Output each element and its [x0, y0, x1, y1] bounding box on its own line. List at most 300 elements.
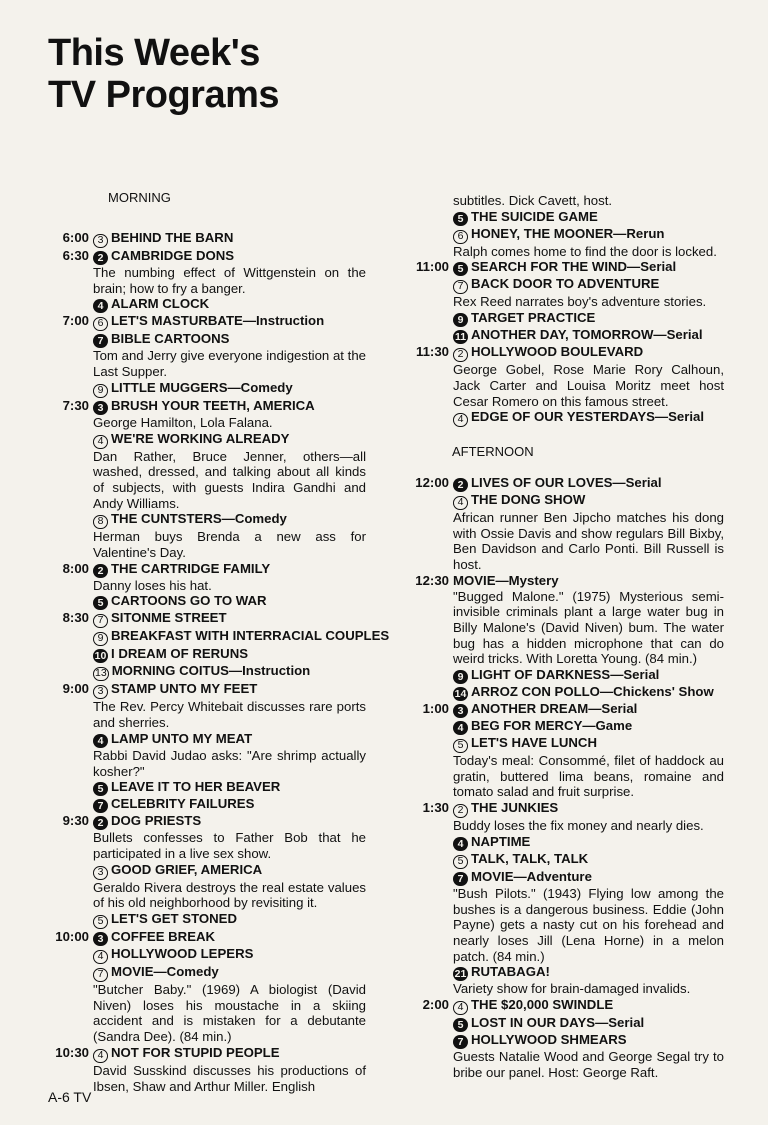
listing-body — [449, 276, 724, 310]
program-title: LOST IN OUR DAYS—Serial — [471, 1015, 645, 1031]
listing-time — [48, 431, 89, 512]
program-title: ANOTHER DAY, TOMORROW—Serial — [471, 327, 703, 343]
program-line — [93, 593, 366, 610]
channel-badge: 9 — [93, 384, 108, 398]
channel-badge: 3 — [93, 401, 108, 415]
listing-body — [89, 1045, 366, 1094]
listing-body — [449, 800, 724, 834]
program-line — [93, 248, 366, 265]
listing-body — [89, 628, 389, 646]
listing-body — [449, 701, 724, 718]
channel-badge: 5 — [453, 1018, 468, 1032]
program-description: George Gobel, Rose Marie Rory Calhoun, Jack Carter and Louisa Moritz meet host Cesar Romero on this famous street. — [453, 362, 724, 409]
listing-body — [449, 492, 724, 573]
channel-badge: 8 — [93, 515, 108, 529]
listing-body — [89, 230, 366, 248]
listing-entry — [408, 667, 724, 684]
listing-time — [408, 492, 449, 573]
listing-time — [48, 964, 89, 1045]
listing-body — [449, 718, 724, 735]
title-line-2: TV Programs — [48, 74, 280, 116]
program-title: MOVIE—Mystery — [453, 572, 559, 588]
channel-badge: 21 — [454, 968, 467, 981]
listing-time — [408, 1032, 449, 1080]
channel-badge: 7 — [93, 334, 108, 348]
listing-entry — [48, 779, 366, 796]
program-description: Today's meal: Consommé, filet of haddock au gratin, buttered lima beans, romaine and tomato salad and fruit surprise. — [453, 753, 724, 800]
channel-badge: 2 — [453, 478, 468, 492]
title-line-1: This Week's — [48, 32, 260, 74]
program-line — [453, 834, 724, 851]
listing-entry — [48, 593, 366, 610]
program-line — [93, 731, 366, 748]
program-title: LET'S MASTURBATE—Instruction — [111, 313, 325, 329]
channel-badge: 14 — [454, 688, 467, 701]
program-title: ALARM CLOCK — [111, 296, 210, 312]
program-description: "Butcher Baby." (1969) A biologist (David Niven) loses his moustache in a skiing accident and is mistaken for a debutante (Sandra Dee). (84 min.) — [93, 982, 366, 1045]
program-line — [453, 718, 724, 735]
channel-badge: 6 — [453, 230, 468, 244]
listing-entry — [408, 800, 724, 834]
program-title: CAMBRIDGE DONS — [111, 248, 235, 263]
listing-time — [48, 511, 89, 560]
listing-entry — [48, 646, 366, 663]
listing-entry — [408, 1015, 724, 1032]
program-description: Bullets confesses to Father Bob that he participated in a live sex show. — [93, 830, 366, 861]
listing-time — [48, 862, 89, 911]
program-title: LIGHT OF DARKNESS—Serial — [471, 667, 660, 683]
channel-badge: 4 — [93, 950, 108, 964]
program-line — [93, 511, 366, 529]
listing-time — [408, 718, 449, 735]
listing-time — [48, 646, 89, 663]
listing-time: 9:30 — [62, 813, 89, 829]
program-line — [93, 646, 366, 663]
program-title: LEAVE IT TO HER BEAVER — [111, 779, 281, 795]
program-line — [93, 779, 366, 796]
channel-badge: 7 — [93, 799, 108, 813]
program-line — [93, 331, 366, 348]
listing-body — [449, 667, 724, 684]
listing-entry — [408, 964, 724, 997]
program-line — [453, 964, 724, 981]
listing-body — [89, 296, 366, 313]
listing-entry — [48, 561, 366, 594]
channel-badge: 5 — [453, 739, 468, 753]
channel-badge: 5 — [453, 212, 468, 226]
listing-time — [408, 276, 449, 310]
listing-entry — [48, 663, 366, 681]
listing-body — [449, 259, 724, 276]
listing-time — [408, 869, 449, 965]
program-line — [93, 862, 366, 880]
program-line — [453, 259, 724, 276]
program-line — [93, 431, 366, 449]
program-title: DOG PRIESTS — [111, 813, 202, 829]
program-line — [453, 851, 724, 869]
program-title: BACK DOOR TO ADVENTURE — [471, 276, 660, 292]
channel-badge: 4 — [453, 721, 468, 735]
listing-entry — [408, 409, 724, 427]
listing-time — [48, 593, 89, 610]
channel-badge: 9 — [93, 632, 108, 646]
channel-badge: 4 — [453, 413, 468, 427]
channel-badge: 4 — [93, 435, 108, 449]
listing-entry — [48, 398, 366, 431]
program-title: LET'S GET STONED — [111, 911, 237, 927]
program-title: BEHIND THE BARN — [111, 230, 234, 245]
listing-entry — [408, 310, 724, 327]
listing-body — [89, 511, 366, 560]
program-title: MOVIE—Comedy — [111, 964, 219, 980]
program-title: THE CARTRIDGE FAMILY — [111, 560, 271, 576]
listing-time — [408, 851, 449, 869]
listing-time — [408, 209, 449, 226]
program-description: "Bush Pilots." (1943) Flying low among the bushes is a dangerous business. Eddie (John Payne) gets a nasty cut on his forehead and nearly loses Jill (Lena Horne) in a melon patch. (84 min.) — [453, 885, 724, 964]
channel-badge: 6 — [93, 317, 108, 331]
listing-entry — [48, 431, 366, 512]
listing-body — [449, 869, 724, 965]
program-title: HOLLYWOOD BOULEVARD — [471, 344, 644, 360]
program-title: BRUSH YOUR TEETH, AMERICA — [111, 397, 315, 413]
listing-body — [89, 946, 366, 964]
channel-badge: 2 — [93, 816, 108, 830]
listing-body — [449, 344, 724, 409]
program-line — [453, 226, 724, 244]
listings-right-top — [408, 193, 724, 427]
listing-entry — [408, 684, 724, 701]
listing-time — [48, 380, 89, 398]
listing-time — [408, 310, 449, 327]
program-line — [453, 492, 724, 510]
channel-badge: 2 — [93, 564, 108, 578]
listing-entry — [48, 681, 366, 730]
listing-entry — [408, 573, 724, 667]
program-title: SEARCH FOR THE WIND—Serial — [471, 259, 677, 275]
program-line — [93, 296, 366, 313]
listing-entry — [408, 997, 724, 1015]
program-title: MORNING COITUS—Instruction — [111, 663, 311, 679]
program-title: THE DONG SHOW — [471, 492, 586, 507]
program-title: LITTLE MUGGERS—Comedy — [111, 379, 293, 395]
listings-left — [48, 230, 390, 1094]
listing-entry — [48, 313, 366, 331]
channel-badge: 10 — [94, 650, 107, 663]
listing-entry — [408, 276, 724, 310]
program-description: Tom and Jerry give everyone indigestion at the Last Supper. — [93, 348, 366, 380]
listing-body — [89, 663, 366, 681]
listing-entry — [48, 946, 366, 964]
listing-entry — [408, 209, 724, 226]
listing-body — [89, 929, 366, 946]
listing-time: 10:30 — [55, 1044, 89, 1060]
program-title: THE SUICIDE GAME — [471, 208, 598, 224]
listing-time: 2:00 — [422, 997, 449, 1013]
program-title: SITONME STREET — [111, 610, 227, 626]
program-line — [453, 327, 724, 344]
program-line — [453, 869, 724, 886]
program-title: HONEY, THE MOONER—Rerun — [471, 225, 665, 241]
listing-entry — [48, 929, 366, 946]
listing-body — [89, 813, 366, 861]
listing-entry — [48, 911, 366, 929]
program-description: "Bugged Malone." (1975) Mysterious semi-invisible criminals plant a large water bug in Billy Malone's (David Niven) bum. The water bug has a hidden microphone that can do weird tricks. With Loretta Young. (84 min.) — [453, 588, 724, 667]
program-line — [93, 610, 366, 628]
program-title: TARGET PRACTICE — [471, 310, 596, 326]
program-title: CARTOONS GO TO WAR — [111, 593, 267, 609]
listing-entry — [408, 1032, 724, 1080]
channel-badge: 7 — [93, 968, 108, 982]
program-title: HOLLYWOOD LEPERS — [111, 946, 254, 962]
listing-time — [48, 946, 89, 964]
program-title: WE'RE WORKING ALREADY — [111, 430, 290, 446]
listing-body — [89, 796, 366, 813]
channel-badge: 5 — [93, 915, 108, 929]
program-line — [453, 1015, 724, 1032]
listing-entry — [48, 380, 366, 398]
listing-entry — [408, 492, 724, 573]
program-title: HOLLYWOOD SHMEARS — [471, 1032, 627, 1048]
listing-body — [89, 911, 366, 929]
program-title: THE JUNKIES — [471, 800, 559, 816]
listing-time: 6:30 — [62, 248, 89, 263]
channel-badge: 4 — [93, 734, 108, 748]
listing-body — [89, 964, 366, 1045]
listing-time — [408, 193, 449, 209]
program-description: Danny loses his hat. — [93, 577, 212, 593]
program-line — [93, 1045, 366, 1063]
listing-body — [449, 997, 724, 1015]
program-line — [93, 398, 366, 415]
program-line — [93, 230, 366, 248]
channel-badge: 5 — [453, 262, 468, 276]
program-line — [93, 681, 366, 699]
listing-time: 8:00 — [62, 560, 89, 576]
program-line — [93, 813, 366, 830]
program-line — [93, 663, 366, 681]
listing-body — [449, 475, 724, 492]
listing-body — [449, 310, 724, 327]
channel-badge: 5 — [93, 782, 108, 796]
program-title: LAMP UNTO MY MEAT — [111, 730, 253, 746]
listing-body — [449, 834, 724, 851]
listing-body — [449, 226, 724, 260]
program-description: Herman buys Brenda a new ass for Valentine's Day. — [93, 529, 366, 561]
program-line — [93, 380, 366, 398]
program-description: Guests Natalie Wood and George Segal try to bribe our panel. Host: George Raft. — [453, 1049, 724, 1080]
program-line — [93, 561, 366, 578]
listing-entry — [48, 862, 366, 911]
listing-entry — [408, 475, 724, 492]
program-line — [93, 313, 366, 331]
channel-badge: 4 — [93, 299, 108, 313]
program-line — [93, 796, 366, 813]
listing-time — [48, 731, 89, 779]
program-description: Ralph comes home to find the door is locked. — [453, 243, 717, 259]
program-description: African runner Ben Jipcho matches his dong with Ossie Davis and show regulars Bill Bixby, Ben Davidson and Carlo Ponti. Bill Russell is host. — [453, 510, 724, 573]
listing-body — [89, 610, 366, 628]
program-description: Rabbi David Judao asks: "Are shrimp actually kosher?" — [93, 747, 366, 779]
page-title — [48, 32, 279, 116]
program-line — [453, 573, 724, 589]
listing-time: 10:00 — [55, 929, 89, 945]
listing-time: 7:00 — [62, 313, 89, 329]
program-line — [453, 1032, 724, 1049]
program-line — [93, 628, 389, 646]
channel-badge: 4 — [93, 1049, 108, 1063]
listing-time — [48, 296, 89, 313]
program-line — [453, 409, 724, 427]
channel-badge: 5 — [93, 596, 108, 610]
listing-body — [449, 573, 724, 667]
program-description: subtitles. Dick Cavett, host. — [453, 193, 613, 208]
listing-body — [89, 248, 366, 296]
listing-body — [89, 331, 366, 379]
listing-body — [89, 731, 366, 779]
channel-badge: 5 — [453, 855, 468, 869]
listing-body — [449, 964, 724, 997]
program-title: ARROZ CON POLLO—Chickens' Show — [471, 684, 714, 700]
channel-badge: 2 — [453, 804, 468, 818]
listing-entry — [408, 327, 724, 344]
listing-entry — [48, 230, 366, 248]
program-description: Variety show for brain-damaged invalids. — [453, 981, 691, 997]
channel-badge: 7 — [453, 1035, 468, 1049]
listing-entry — [48, 248, 366, 296]
listing-time — [48, 628, 89, 646]
section-morning: MORNING — [108, 190, 171, 205]
listing-time: 12:30 — [415, 572, 449, 588]
program-description: Buddy loses the fix money and nearly dies. — [453, 818, 704, 834]
listing-body — [89, 593, 366, 610]
listing-entry — [408, 718, 724, 735]
channel-badge: 4 — [453, 837, 468, 851]
listing-time: 1:00 — [422, 701, 449, 717]
listing-body — [449, 209, 724, 226]
listing-time — [408, 409, 449, 427]
listing-body — [89, 398, 366, 431]
program-title: NOT FOR STUPID PEOPLE — [111, 1044, 280, 1060]
listing-time — [48, 331, 89, 379]
listing-time — [408, 684, 449, 701]
listing-time: 12:00 — [415, 475, 449, 490]
program-description: The Rev. Percy Whitebait discusses rare ports and sherries. — [93, 699, 366, 731]
program-line — [453, 209, 724, 226]
listing-time — [48, 911, 89, 929]
program-line — [453, 701, 724, 718]
program-title: STAMP UNTO MY FEET — [111, 681, 258, 697]
channel-badge: 2 — [453, 348, 468, 362]
listing-body — [449, 1015, 724, 1032]
program-line — [93, 911, 366, 929]
channel-badge: 3 — [453, 704, 468, 718]
channel-badge: 3 — [93, 234, 108, 248]
listing-body — [449, 1032, 724, 1080]
channel-badge: 7 — [93, 614, 108, 628]
channel-badge: 13 — [95, 667, 107, 680]
listing-body — [89, 779, 366, 796]
program-title: THE CUNTSTERS—Comedy — [111, 511, 287, 527]
program-line — [453, 310, 724, 327]
listing-body — [89, 380, 366, 398]
program-title: LIVES OF OUR LOVES—Serial — [471, 475, 662, 490]
program-line — [453, 684, 724, 701]
listing-entry — [408, 344, 724, 409]
channel-badge: 3 — [93, 932, 108, 946]
listing-entry — [408, 851, 724, 869]
section-afternoon: AFTERNOON — [452, 444, 534, 459]
program-description: George Hamilton, Lola Falana. — [93, 414, 273, 430]
listing-body — [89, 646, 366, 663]
program-line — [453, 667, 724, 684]
listing-time: 1:30 — [422, 800, 449, 816]
listing-entry — [48, 1045, 366, 1094]
listing-entry — [48, 610, 366, 628]
listing-time — [408, 1015, 449, 1032]
program-title: COFFEE BREAK — [111, 929, 216, 945]
channel-badge: 4 — [453, 1001, 468, 1015]
program-description: Rex Reed narrates boy's adventure stories. — [453, 294, 707, 310]
program-line — [453, 735, 724, 753]
channel-badge: 3 — [93, 685, 108, 699]
channel-badge: 7 — [453, 872, 468, 886]
listing-time: 9:00 — [62, 681, 89, 697]
program-title: I DREAM OF RERUNS — [111, 646, 249, 662]
channel-badge: 9 — [453, 670, 468, 684]
listings-right-bottom — [408, 475, 724, 1080]
program-line — [93, 964, 366, 982]
listing-time — [408, 327, 449, 344]
program-title: GOOD GRIEF, AMERICA — [111, 861, 263, 877]
program-title: ANOTHER DREAM—Serial — [471, 701, 638, 717]
program-title: NAPTIME — [471, 833, 531, 849]
listing-body — [449, 409, 724, 427]
program-description: The numbing effect of Wittgenstein on the brain; how to fry a banger. — [93, 265, 366, 296]
program-title: BEG FOR MERCY—Game — [471, 718, 633, 734]
listing-time: 8:30 — [62, 610, 89, 626]
listing-body — [449, 735, 724, 800]
program-title: LET'S HAVE LUNCH — [471, 735, 597, 751]
listing-body — [89, 313, 366, 331]
listing-entry — [48, 964, 366, 1045]
channel-badge: 7 — [453, 280, 468, 294]
listing-entry — [408, 735, 724, 800]
listing-entry — [408, 701, 724, 718]
listing-body — [449, 327, 724, 344]
program-title: EDGE OF OUR YESTERDAYS—Serial — [471, 409, 705, 425]
program-description: Dan Rather, Bruce Jenner, others—all washed, dressed, and talking about all kinds of subjects, with guests Indira Gandhi and Andy Williams. — [93, 448, 366, 511]
program-line — [453, 800, 724, 818]
channel-badge: 4 — [453, 496, 468, 510]
program-description: David Susskind discusses his productions of Ibsen, Shaw and Arthur Miller. English — [93, 1062, 366, 1094]
listing-time — [408, 667, 449, 684]
channel-badge: 2 — [93, 251, 108, 265]
listing-entry — [48, 511, 366, 560]
channel-badge: 9 — [453, 313, 468, 327]
listing-time: 6:00 — [62, 230, 89, 245]
program-title: THE $20,000 SWINDLE — [471, 997, 614, 1013]
program-title: RUTABAGA! — [471, 964, 550, 980]
listing-body — [89, 681, 366, 730]
listing-entry — [48, 296, 366, 313]
listing-body — [89, 431, 366, 512]
listing-time — [408, 834, 449, 851]
listing-body — [449, 684, 724, 701]
listing-time — [48, 796, 89, 813]
listing-body — [449, 851, 724, 869]
listing-time: 11:30 — [415, 344, 449, 360]
channel-badge: 11 — [454, 331, 467, 344]
